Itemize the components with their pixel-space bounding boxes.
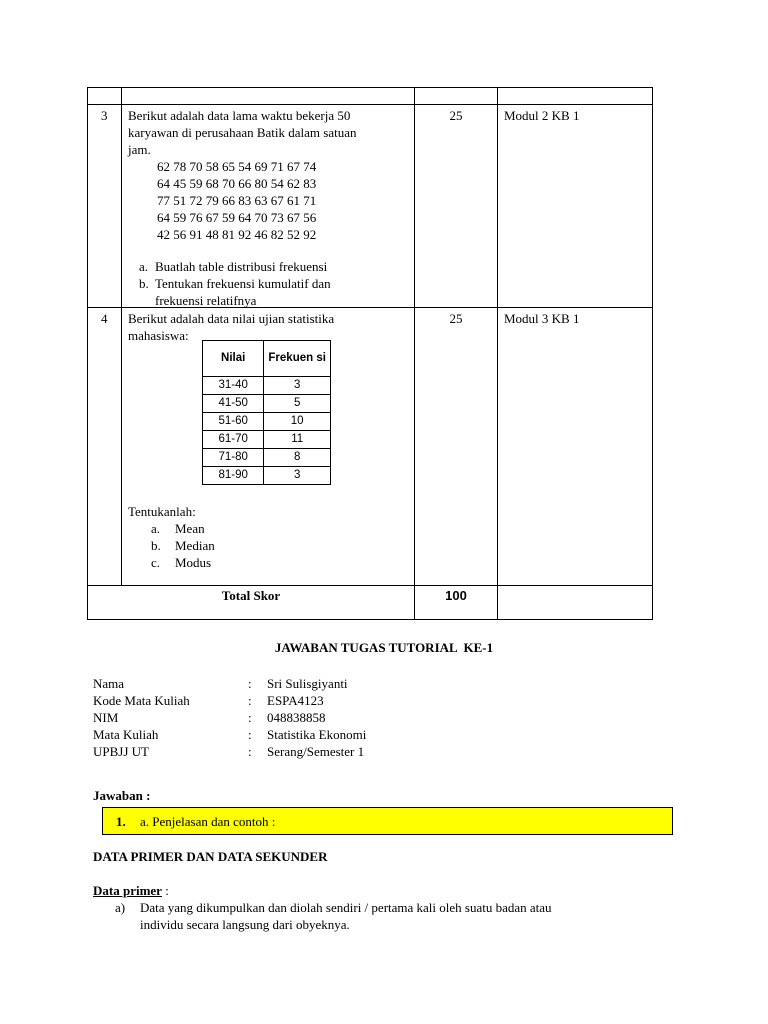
info-label: Nama (93, 676, 125, 691)
highlight-number: 1. (116, 814, 126, 829)
table-cell: 5 (264, 395, 331, 413)
list-marker: a. (151, 521, 161, 536)
question-line: Berikut adalah data lama waktu bekerja 50 (128, 108, 351, 123)
task-list (128, 258, 413, 309)
info-label: UPBJJ UT (93, 744, 149, 759)
row-number: 4 (101, 311, 108, 326)
list-text-line: Data yang dikumpulkan dan diolah sendiri / pertama kali oleh suatu badan atau (140, 900, 552, 915)
list-text: Median (175, 538, 215, 553)
table-cell: 8 (264, 449, 331, 467)
row-number: 3 (101, 108, 108, 123)
info-value: ESPA4123 (267, 693, 324, 708)
table-line (87, 619, 653, 620)
prompt-text: Tentukanlah: (128, 504, 196, 519)
data-line: 62 78 70 58 65 54 69 71 67 74 (157, 159, 317, 174)
list-marker: b. (139, 276, 149, 291)
info-label: Kode Mata Kuliah (93, 693, 190, 708)
table-cell: 41-50 (203, 395, 264, 413)
info-value: Sri Sulisgiyanti (267, 676, 348, 691)
jawaban-label: Jawaban : (93, 788, 151, 803)
table-row (203, 431, 331, 449)
data-line: 77 51 72 79 66 83 63 67 61 71 (157, 193, 317, 208)
info-separator: : (248, 676, 252, 691)
table-line (414, 87, 415, 620)
data-values (157, 158, 316, 243)
table-line (652, 87, 653, 620)
table-row (203, 413, 331, 431)
list-item (140, 520, 410, 537)
list-text: Modus (175, 555, 212, 570)
question-text (128, 310, 409, 344)
table-cell: 11 (264, 431, 331, 449)
list-marker: a) (115, 900, 126, 915)
list-text: Tentukan frekuensi kumulatif dan (155, 276, 331, 291)
table-cell: 61-70 (203, 431, 264, 449)
list-text (115, 899, 655, 933)
highlight-box (102, 807, 673, 835)
info-separator: : (248, 727, 252, 742)
table-row (203, 395, 331, 413)
list-text: Mean (175, 521, 205, 536)
data-line: 64 45 59 68 70 66 80 54 62 83 (157, 176, 317, 191)
list-text: Buatlah table distribusi frekuensi (155, 259, 328, 274)
list-item (140, 537, 410, 554)
data-primer-item (115, 899, 655, 933)
list-item (128, 258, 413, 275)
data-primer-heading-line (93, 882, 169, 899)
list-item (140, 554, 410, 571)
table-row (203, 449, 331, 467)
info-label: NIM (93, 710, 119, 725)
question-line: karyawan di perusahaan Batik dalam satuan (128, 125, 357, 140)
table-line (87, 104, 653, 105)
question-line: jam. (128, 142, 151, 157)
data-primer-heading: Data primer (93, 883, 162, 898)
question-line: Berikut adalah data nilai ujian statistika (128, 311, 335, 326)
table-line (87, 87, 88, 620)
question-text (128, 107, 409, 158)
frequency-table (202, 340, 331, 485)
list-text-line: individu secara langsung dari obyeknya. (140, 917, 350, 932)
info-separator: : (248, 710, 252, 725)
table-cell: 71-80 (203, 449, 264, 467)
list-marker: b. (151, 538, 161, 553)
list-item (128, 292, 413, 309)
info-value: 048838858 (267, 710, 326, 725)
table-row (203, 467, 331, 485)
task-list (140, 520, 410, 571)
table-cell: 3 (264, 377, 331, 395)
info-separator: : (248, 744, 252, 759)
table-cell: 51-60 (203, 413, 264, 431)
info-label: Mata Kuliah (93, 727, 159, 742)
info-separator: : (248, 693, 252, 708)
table-cell: 81-90 (203, 467, 264, 485)
total-value: 100 (445, 588, 467, 603)
list-marker: c. (151, 555, 161, 570)
list-item (128, 275, 413, 292)
table-header-row (203, 341, 331, 377)
table-row (203, 377, 331, 395)
table-line (497, 87, 498, 620)
question-line: mahasiswa: (128, 328, 189, 343)
list-text: frekuensi relatifnya (155, 293, 257, 308)
table-cell: 3 (264, 467, 331, 485)
column-header: Nilai (203, 341, 264, 377)
score-cell: 25 (449, 311, 463, 326)
table-line (87, 87, 653, 88)
heading-suffix: : (161, 883, 169, 898)
data-line: 42 56 91 48 81 92 46 82 52 92 (157, 227, 317, 242)
highlight-text: a. Penjelasan dan contoh : (140, 814, 276, 829)
table-cell: 10 (264, 413, 331, 431)
data-line: 64 59 76 67 59 64 70 73 67 56 (157, 210, 317, 225)
info-value: Statistika Ekonomi (267, 727, 367, 742)
module-cell: Modul 3 KB 1 (504, 311, 580, 326)
module-cell: Modul 2 KB 1 (504, 108, 580, 123)
section-heading: DATA PRIMER DAN DATA SEKUNDER (93, 849, 328, 864)
total-label: Total Skor (221, 588, 281, 603)
info-value: Serang/Semester 1 (267, 744, 365, 759)
column-header: Frekuen si (264, 341, 331, 377)
answer-title: JAWABAN TUGAS TUTORIAL KE-1 (274, 640, 494, 655)
score-cell: 25 (449, 108, 463, 123)
table-cell: 31-40 (203, 377, 264, 395)
table-line (87, 585, 653, 586)
list-marker: a. (139, 259, 149, 274)
table-line (121, 87, 122, 586)
